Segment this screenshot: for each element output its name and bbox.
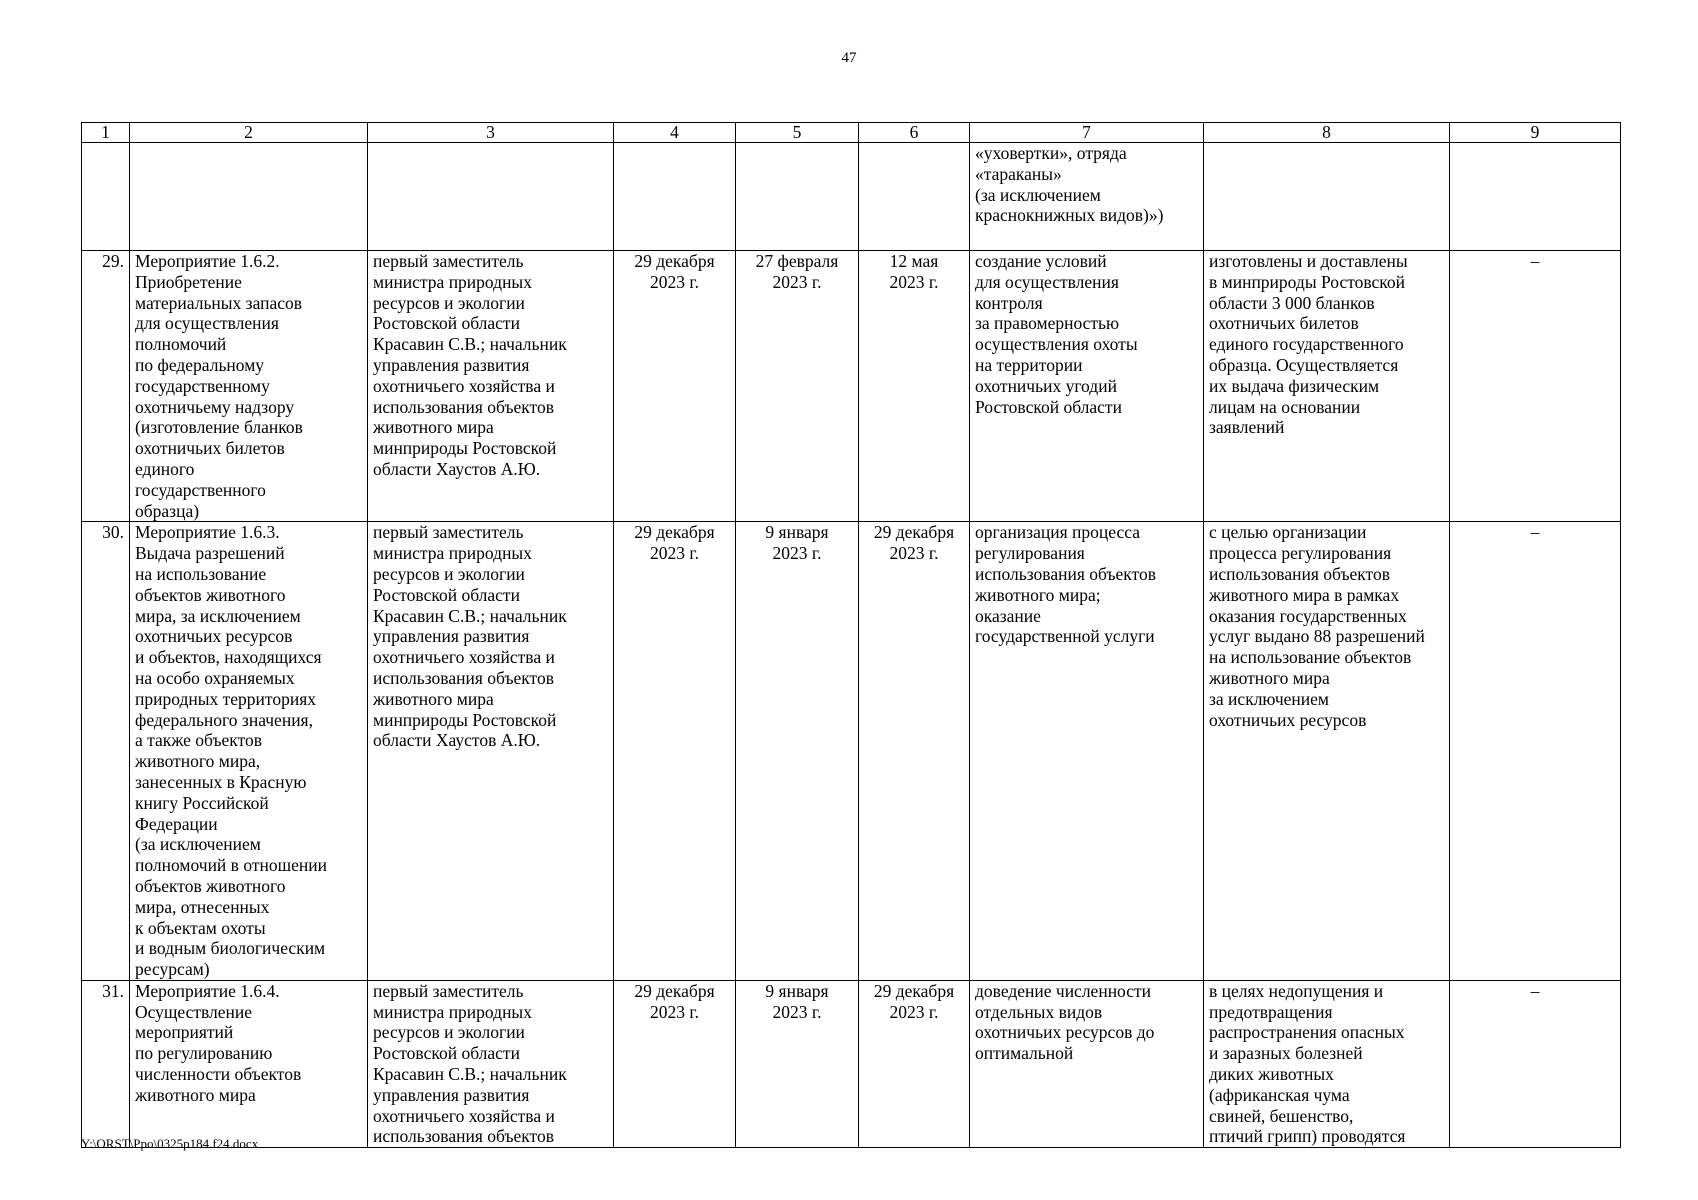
empty-cell: [368, 143, 614, 251]
responsible-executor: первый заместитель министра природных ресурсов и экологии Ростовской области Красавин С.В.; начальник управления развития охотничьего хозяйства и использования объектов животного мира минприроды Ростовской области Хаустов А.Ю.: [368, 522, 614, 981]
header-cell: 2: [130, 123, 368, 143]
table-row: [82, 251, 1621, 522]
header-row: [82, 123, 1621, 143]
expected-result-cell: создание условий для осуществления контроля за правомерностью осуществления охоты на территории охотничьих угодий Ростовской области: [970, 251, 1204, 522]
empty-cell: [1450, 143, 1621, 251]
empty-cell: [736, 143, 859, 251]
header-cell: 6: [859, 123, 970, 143]
actual-end-date: 29 декабря 2023 г.: [859, 980, 970, 1147]
header-cell: 4: [614, 123, 736, 143]
empty-cell: [82, 143, 130, 251]
actual-result-cell: изготовлены и доставлены в минприроды Ростовской области 3 000 бланков охотничьих билетов единого государственного образца. Осуществляется их выдача физическим лицам на основании заявлений: [1204, 251, 1450, 522]
actual-start-date: 9 января 2023 г.: [736, 522, 859, 981]
activity-name: Мероприятие 1.6.4. Осуществление мероприятий по регулированию численности объектов животного мира: [130, 980, 368, 1147]
planned-end-date: 29 декабря 2023 г.: [614, 522, 736, 981]
reasons-cell: –: [1450, 522, 1621, 981]
header-cell: 8: [1204, 123, 1450, 143]
activity-name: Мероприятие 1.6.3. Выдача разрешений на использование объектов животного мира, за исключением охотничьих ресурсов и объектов, находящихся на особо охраняемых природных территориях федерального значения, а также объектов животного мира, занесенных в Красную книгу Российской Федерации (за исключением полномочий в отношении объектов животного мира, отнесенных к объектам охоты и водным биологическим ресурсам): [130, 522, 368, 981]
header-cell: 3: [368, 123, 614, 143]
responsible-executor: первый заместитель министра природных ресурсов и экологии Ростовской области Красавин С.В.; начальник управления развития охотничьего хозяйства и использования объектов животного мира минприроды Ростовской области Хаустов А.Ю.: [368, 251, 614, 522]
actual-result-cell: в целях недопущения и предотвращения распространения опасных и заразных болезней диких животных (африканская чума свиней, бешенство, птичий грипп) проводятся: [1204, 980, 1450, 1147]
actual-end-date: 29 декабря 2023 г.: [859, 522, 970, 981]
header-cell: 9: [1450, 123, 1621, 143]
empty-cell: [614, 143, 736, 251]
responsible-executor: первый заместитель министра природных ресурсов и экологии Ростовской области Красавин С.В.; начальник управления развития охотничьего хозяйства и использования объектов: [368, 980, 614, 1147]
header-cell: 7: [970, 123, 1204, 143]
report-table: [81, 122, 1621, 1148]
row-number: 29.: [82, 251, 130, 522]
expected-result-cell: доведение численности отдельных видов охотничьих ресурсов до оптимальной: [970, 980, 1204, 1147]
continuation-row: [82, 143, 1621, 251]
reasons-cell: –: [1450, 251, 1621, 522]
planned-end-date: 29 декабря 2023 г.: [614, 980, 736, 1147]
planned-end-date: 29 декабря 2023 г.: [614, 251, 736, 522]
empty-cell: [1204, 143, 1450, 251]
header-cell: 5: [736, 123, 859, 143]
expected-result-cell: «уховертки», отряда «тараканы» (за исключением краснокнижных видов)»): [970, 143, 1204, 251]
expected-result-cell: организация процесса регулирования использования объектов животного мира; оказание государственной услуги: [970, 522, 1204, 981]
empty-cell: [859, 143, 970, 251]
table-row: [82, 980, 1621, 1147]
row-number: 31.: [82, 980, 130, 1147]
reasons-cell: –: [1450, 980, 1621, 1147]
actual-start-date: 27 февраля 2023 г.: [736, 251, 859, 522]
actual-end-date: 12 мая 2023 г.: [859, 251, 970, 522]
activity-name: Мероприятие 1.6.2. Приобретение материальных запасов для осуществления полномочий по федеральному государственному охотничьему надзору (изготовление бланков охотничьих билетов единого государственного образца): [130, 251, 368, 522]
header-cell: 1: [82, 123, 130, 143]
file-path-footer: Y:\ORST\Ppo\0325p184.f24.docx: [81, 1136, 259, 1151]
empty-cell: [130, 143, 368, 251]
actual-start-date: 9 января 2023 г.: [736, 980, 859, 1147]
page-number: 47: [841, 50, 857, 66]
actual-result-cell: с целью организации процесса регулирования использования объектов животного мира в рамках оказания государственных услуг выдано 88 разрешений на использование объектов животного мира за исключением охотничьих ресурсов: [1204, 522, 1450, 981]
row-number: 30.: [82, 522, 130, 981]
table-row: [82, 522, 1621, 981]
